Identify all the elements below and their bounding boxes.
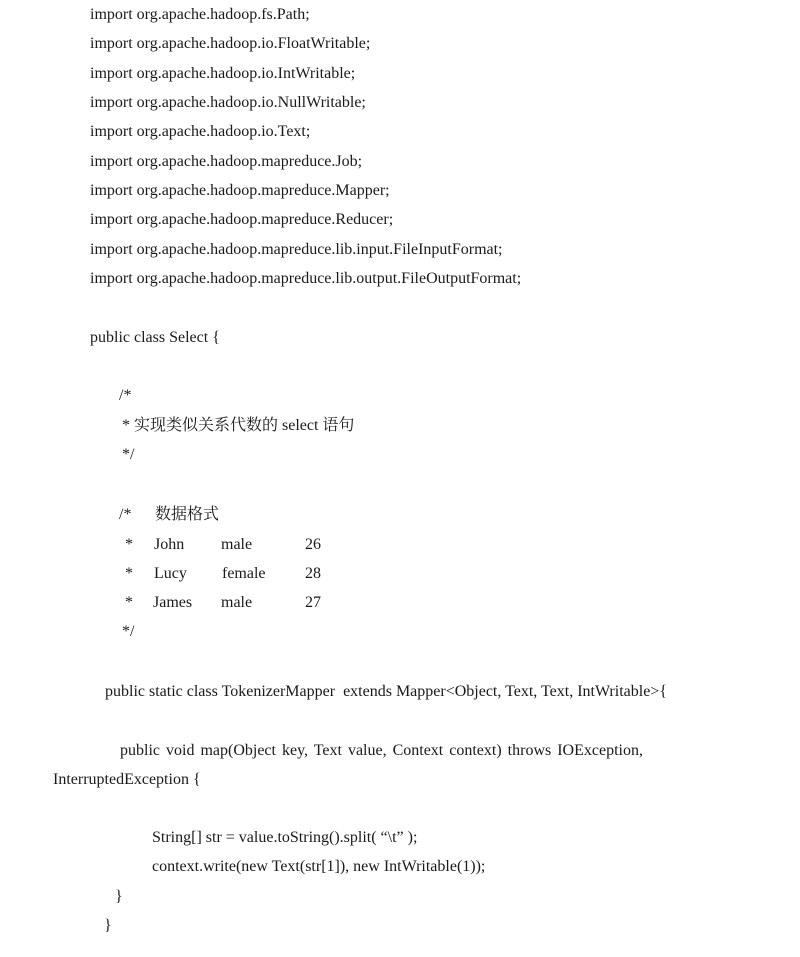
method-close-brace: }	[115, 888, 123, 905]
comment-open: /*	[119, 387, 132, 404]
comment-close: */	[122, 623, 135, 640]
comment-body: * 实现类似关系代数的 select 语句	[122, 417, 355, 434]
import-line: import org.apache.hadoop.mapreduce.Mapper;	[90, 182, 390, 199]
table-cell-name: John	[154, 536, 185, 553]
comment-close: */	[122, 446, 135, 463]
class-declaration: public class Select {	[90, 329, 220, 346]
import-line: import org.apache.hadoop.io.NullWritable;	[90, 94, 366, 111]
import-line: import org.apache.hadoop.io.IntWritable;	[90, 65, 356, 82]
import-line: import org.apache.hadoop.mapreduce.Reducer;	[90, 211, 394, 228]
import-line: import org.apache.hadoop.mapreduce.lib.input.FileInputFormat;	[90, 241, 503, 258]
comment-star: *	[125, 594, 133, 611]
table-cell-gender: male	[221, 594, 253, 611]
import-line: import org.apache.hadoop.fs.Path;	[90, 6, 310, 23]
import-line: import org.apache.hadoop.mapreduce.lib.output.FileOutputFormat;	[90, 270, 522, 287]
table-cell-age: 26	[305, 536, 321, 553]
import-line: import org.apache.hadoop.mapreduce.Job;	[90, 153, 363, 170]
map-method-signature: public void map(Object key, Text value, Context context) throws IOException,	[120, 742, 643, 759]
class-close-brace: }	[104, 917, 112, 934]
data-format-heading: 数据格式	[155, 506, 220, 523]
comment-star: *	[125, 565, 133, 582]
table-cell-name: James	[153, 594, 193, 611]
code-statement: context.write(new Text(str[1]), new IntWritable(1));	[152, 858, 486, 875]
mapper-class-declaration: public static class TokenizerMapper extends Mapper<Object, Text, Text, IntWritable>{	[105, 683, 667, 700]
table-cell-age: 27	[305, 594, 321, 611]
table-cell-age: 28	[305, 565, 321, 582]
table-cell-name: Lucy	[154, 565, 187, 582]
comment-open: /*	[119, 506, 132, 523]
code-statement: String[] str = value.toString().split( “\t” );	[152, 829, 418, 846]
table-cell-gender: male	[221, 536, 253, 553]
import-line: import org.apache.hadoop.io.Text;	[90, 123, 311, 140]
import-line: import org.apache.hadoop.io.FloatWritable;	[90, 35, 371, 52]
map-method-signature-cont: InterruptedException {	[53, 771, 201, 788]
comment-star: *	[125, 536, 133, 553]
table-cell-gender: female	[222, 565, 266, 582]
